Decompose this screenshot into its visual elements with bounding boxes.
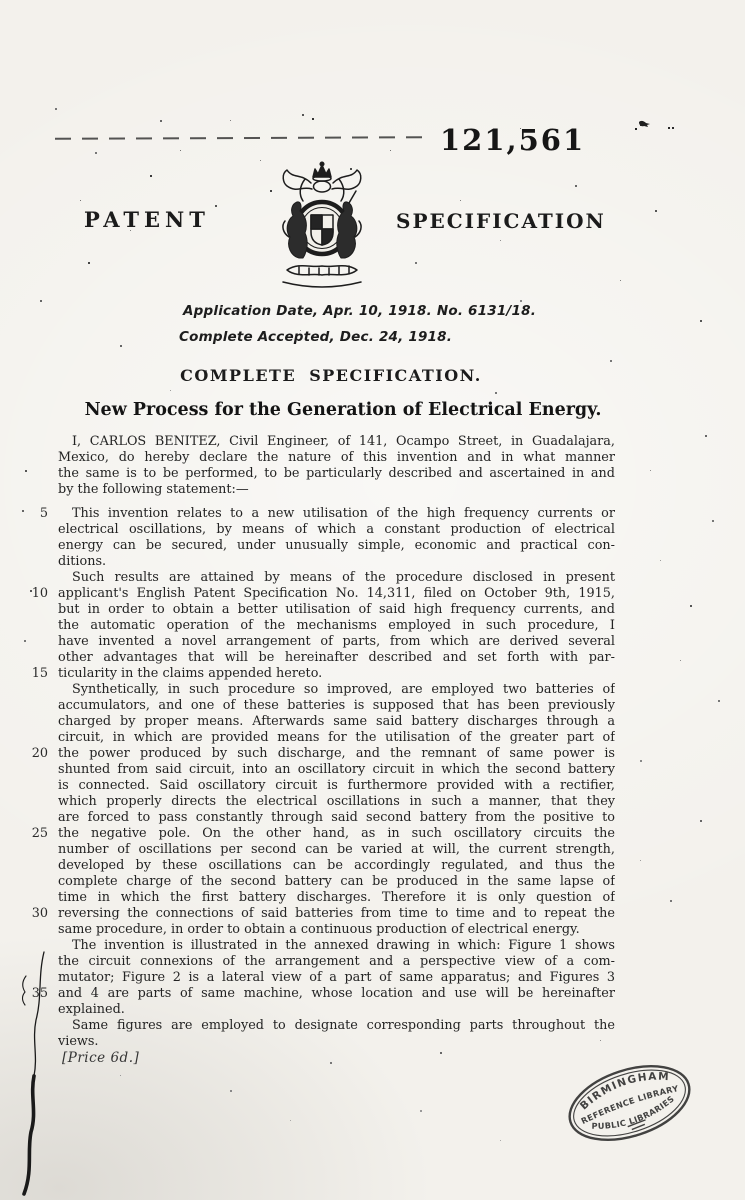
body-line xyxy=(58,730,615,746)
body-line xyxy=(58,922,615,938)
line-text: accumulators, and one of these batteries is supposed that has been previously xyxy=(58,698,615,713)
line-text: ticularity in the claims appended hereto. xyxy=(58,666,323,681)
line-text: developed by these oscillations can be accordingly regulated, and thus the xyxy=(58,858,615,873)
line-text: mutator; Figure 2 is a lateral view of a part of same apparatus; and Figures 3 xyxy=(58,970,615,985)
body-line xyxy=(58,522,615,538)
line-text: electrical oscillations, by means of which a constant production of electrical xyxy=(58,522,615,537)
line-text: but in order to obtain a better utilisation of said high frequency currents, and xyxy=(58,602,615,617)
stamp-text-middle: REFERENCE LIBRARY xyxy=(579,1083,680,1127)
body-line xyxy=(58,762,615,778)
stamp-text-bottom: PUBLIC LIBRARIES xyxy=(591,1093,677,1131)
line-text: energy can be secured, under unusually simple, economic and practical con- xyxy=(58,538,615,553)
invention-title: New Process for the Generation of Electrical Energy. xyxy=(84,400,602,420)
speckle-layer-fine xyxy=(0,0,1,1)
body-line xyxy=(31,586,615,602)
line-text: complete charge of the second battery can be produced in the same lapse of xyxy=(58,874,615,889)
line-text: number of oscillations per second can be varied at will, the current strength, xyxy=(58,842,615,857)
body-line xyxy=(58,466,615,482)
line-text: is connected. Said oscillatory circuit is furthermore provided with a rectifier, xyxy=(58,778,615,793)
line-number: 35 xyxy=(31,986,48,1001)
line-text: explained. xyxy=(58,1002,125,1017)
line-text: which properly directs the electrical oscillations in such a manner, that they xyxy=(58,794,615,809)
line-number: 25 xyxy=(31,826,48,841)
body-line xyxy=(58,650,615,666)
line-number: 5 xyxy=(39,506,48,521)
line-number: 30 xyxy=(31,906,48,921)
body-line xyxy=(31,666,615,682)
line-text: the negative pole. On the other hand, as in such oscillatory circuits the xyxy=(58,826,615,841)
library-stamp xyxy=(542,1053,717,1153)
line-text: charged by proper means. Afterwards same said battery discharges through a xyxy=(58,714,615,729)
line-text: Such results are attained by means of the procedure disclosed in present xyxy=(72,570,615,585)
line-text: are forced to pass constantly through said second battery from the positive to xyxy=(58,810,615,825)
body-line xyxy=(58,1018,615,1034)
body-line xyxy=(58,434,615,450)
line-text: other advantages that will be hereinafter described and set forth with par- xyxy=(58,650,615,665)
body-line xyxy=(31,746,615,762)
line-text: by the following statement:— xyxy=(58,482,249,497)
line-text: same procedure, in order to obtain a continuous production of electrical energy. xyxy=(58,922,580,937)
body-line xyxy=(58,890,615,906)
royal-coat-of-arms-icon xyxy=(255,159,389,299)
line-text: I, CARLOS BENITEZ, Civil Engineer, of 141, Ocampo Street, in Guadalajara, xyxy=(72,434,615,449)
body-line xyxy=(58,810,615,826)
price-note: [Price 6d.] xyxy=(62,1050,140,1066)
body-line xyxy=(58,938,615,954)
body-line xyxy=(58,450,615,466)
line-text: applicant's English Patent Specification No. 14,311, filed on October 9th, 1915, xyxy=(58,586,615,601)
body-line xyxy=(58,618,615,634)
body-line xyxy=(58,842,615,858)
body-line xyxy=(58,570,615,586)
line-text: circuit, in which are provided means for the utilisation of the greater part of xyxy=(58,730,615,745)
line-text: ditions. xyxy=(58,554,107,569)
body-line xyxy=(58,794,615,810)
body-line xyxy=(58,1034,615,1050)
line-text: Same figures are employed to designate corresponding parts throughout the xyxy=(72,1018,615,1033)
header-word-patent: PATENT xyxy=(84,207,210,232)
line-text: The invention is illustrated in the annexed drawing in which: Figure 1 shows xyxy=(72,938,615,953)
line-text: the same is to be performed, to be particularly described and ascertained in and xyxy=(58,466,615,481)
line-text: This invention relates to a new utilisation of the high frequency currents or xyxy=(72,506,615,521)
body-line xyxy=(58,874,615,890)
line-text: and 4 are parts of same machine, whose location and use will be hereinafter xyxy=(58,986,615,1001)
body-line xyxy=(31,826,615,842)
line-text: have invented a novel arrangement of parts, from which are derived several xyxy=(58,634,615,649)
body-line xyxy=(58,778,615,794)
body-line xyxy=(58,714,615,730)
top-dashed-rule xyxy=(55,136,427,140)
line-number: 10 xyxy=(31,586,48,601)
line-number: 15 xyxy=(31,666,48,681)
ink-blot xyxy=(638,118,652,130)
line-text: the circuit connexions of the arrangement and a perspective view of a com- xyxy=(58,954,615,969)
application-date-line: Application Date, Apr. 10, 1918. No. 6131/18. xyxy=(183,303,537,319)
line-text: Mexico, do hereby declare the nature of this invention and in what manner xyxy=(58,450,615,465)
line-text: shunted from said circuit, into an oscillatory circuit in which the second battery xyxy=(58,762,615,777)
body-line xyxy=(31,906,615,922)
body-line xyxy=(58,1002,615,1018)
line-text: Synthetically, in such procedure so improved, are employed two batteries of xyxy=(72,682,615,697)
line-text: the power produced by such discharge, and the remnant of same power is xyxy=(58,746,615,761)
line-text: the automatic operation of the mechanisms employed in such procedure, I xyxy=(58,618,615,633)
body-line xyxy=(58,954,615,970)
body-line xyxy=(58,970,615,986)
body-line xyxy=(58,538,615,554)
page-crease-mark xyxy=(4,940,64,1200)
body-line xyxy=(58,634,615,650)
body-line xyxy=(58,858,615,874)
section-heading: COMPLETE SPECIFICATION. xyxy=(180,366,482,385)
body-line xyxy=(58,602,615,618)
body-line xyxy=(31,986,615,1002)
header-word-specification: SPECIFICATION xyxy=(396,209,606,233)
body-line xyxy=(58,554,615,570)
line-text: time in which the first battery discharges. Therefore it is only question of xyxy=(58,890,615,905)
line-text: reversing the connections of said batteries from time to time and to repeat the xyxy=(58,906,615,921)
patent-number: 121,561 xyxy=(440,123,586,157)
line-text: views. xyxy=(58,1034,99,1049)
body-line xyxy=(39,506,615,522)
stamp-text-top: BIRMINGHAM xyxy=(577,1070,671,1113)
body-text xyxy=(31,434,615,1050)
body-line xyxy=(58,682,615,698)
accepted-date-line: Complete Accepted, Dec. 24, 1918. xyxy=(179,329,453,345)
body-line xyxy=(58,482,615,498)
line-number: 20 xyxy=(31,746,48,761)
body-line xyxy=(58,698,615,714)
